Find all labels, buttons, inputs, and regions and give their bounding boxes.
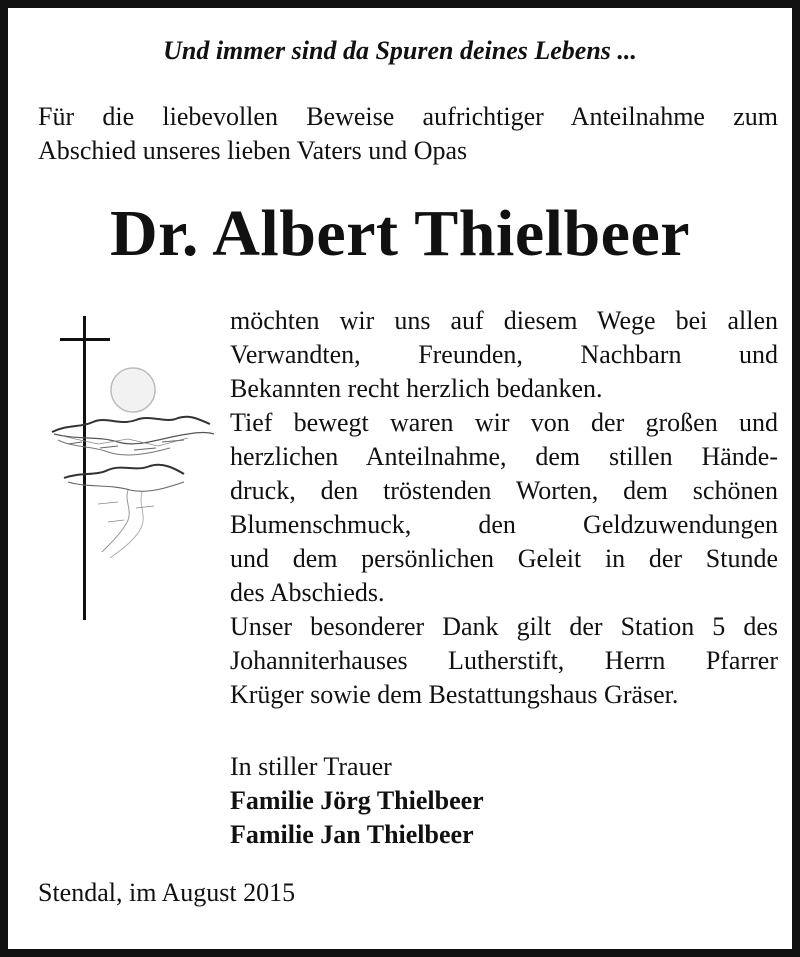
body-text [230,304,778,712]
body-line: Bekannten recht herzlich bedanken. [230,374,603,403]
body-line: des Abschieds. [230,578,385,607]
cross-landscape-icon [38,308,218,628]
deceased-name: Dr. Albert Thielbeer [109,197,691,270]
body-line: Johanniterhauses Lutherstift, Herrn Pfarrer [230,646,778,675]
mourning-phrase: In stiller Trauer [230,752,392,781]
intro-line: Für die liebevollen Beweise aufrichtiger Anteilnahme zum [38,102,778,131]
intro-line: Abschied unseres lieben Vaters und Opas [38,136,468,165]
body-line: möchten wir uns auf diesem Wege bei allen [230,306,778,335]
motto: Und immer sind da Spuren deines Lebens ... [163,36,637,65]
family-name: Familie Jörg Thielbeer [230,786,484,815]
body-line: Tief bewegt waren wir von der großen und [230,408,778,437]
body-line: Verwandten, Freunden, Nachbarn und [230,340,778,369]
body-line: Blumenschmuck, den Geldzuwendungen [230,510,778,539]
body-line: Krüger sowie dem Bestattungshaus Gräser. [230,680,679,709]
intro-text [38,100,778,168]
signoff [230,750,778,852]
place-date: Stendal, im August 2015 [38,878,296,907]
body-line: herzlichen Anteilnahme, dem stillen Hände- [230,442,778,471]
body-line: Unser besonderer Dank gilt der Station 5 des [230,612,778,641]
body-line: druck, den tröstenden Worten, dem schönen [230,476,778,505]
family-name: Familie Jan Thielbeer [230,820,474,849]
body-line: und dem persönlichen Geleit in der Stunde [230,544,778,573]
